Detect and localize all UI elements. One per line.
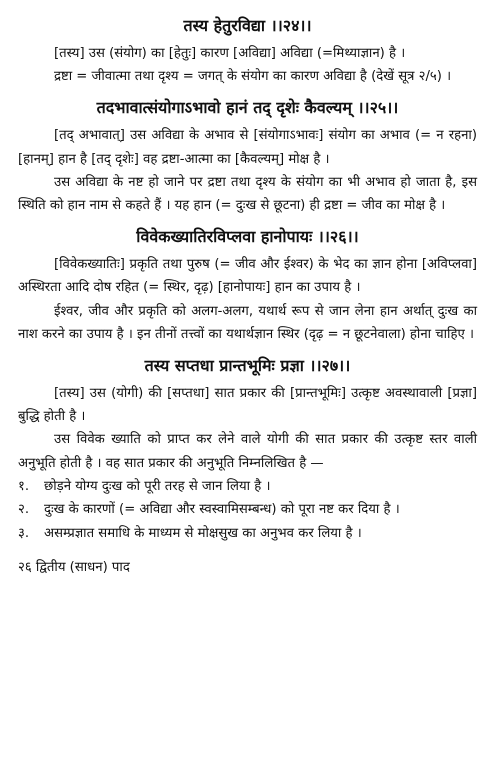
sutra-26-section bbox=[18, 225, 477, 346]
sutra-25-explanation: उस अविद्या के नष्ट हो जाने पर द्रष्टा तथा दृश्य के संयोग का भी अभाव हो जाता है, इस स्थिति को हान नाम से कहते हैं । यह हान (= दुःख से छूटना) ही द्रष्टा = जीव का मोक्ष है । bbox=[18, 174, 477, 214]
list-item bbox=[18, 498, 477, 522]
list-item bbox=[18, 522, 477, 546]
list-item-number: ३. bbox=[18, 525, 30, 541]
list-item-text: असम्प्रज्ञात समाधि के माध्यम से मोक्षसुख का अनुभव कर लिया है । bbox=[44, 525, 362, 541]
sutra-26-heading: विवेकख्यातिरविप्लवा हानोपायः ।।२६।। bbox=[136, 227, 359, 247]
list-item-text: दुःख के कारणों (= अविद्या और स्वस्वामिसम्बन्ध) को पूरा नष्ट कर दिया है । bbox=[44, 502, 400, 518]
sutra-27-list bbox=[18, 475, 477, 546]
sutra-27-word-meaning: [तस्य] उस (योगी) की [सप्तधा] सात प्रकार की [प्रान्तभूमिः] उत्कृष्ट अवस्थावाली [प्रज्ञा] बुद्धि होती है । bbox=[18, 386, 477, 425]
sutra-25-word-meaning: [तद् अभावात्] उस अविद्या के अभाव से [संयोगाऽभावः] संयोग का अभाव (= न रहना) [हानम्] हान है [तद् दृशेः] वह द्रष्टा-आत्मा का [कैवल्यम्] मोक्ष है । bbox=[18, 128, 477, 167]
sutra-26-word-meaning: [विवेकख्यातिः] प्रकृति तथा पुरुष (= जीव और ईश्वर) के भेद का ज्ञान होना [अविप्लवा] अस्थिरता आदि दोष रहित (= स्थिर, दृढ़) [हानोपायः] हान का उपाय है । bbox=[18, 257, 477, 296]
list-item-number: २. bbox=[18, 502, 30, 518]
sutra-24-word-meaning: [तस्य] उस (संयोग) का [हेतुः] कारण [अविद्या] अविद्या (=मिथ्याज्ञान) है । bbox=[54, 46, 406, 61]
list-item-text: छोड़ने योग्य दुःख को पूरी तरह से जान लिया है । bbox=[44, 478, 271, 494]
sutra-24-explanation: द्रष्टा = जीवात्मा तथा दृश्य = जगत् के संयोग का कारण अविद्या है (देखें सूत्र २/५) । bbox=[54, 69, 452, 85]
sutra-24-heading: तस्य हेतुरविद्या ।।२४।। bbox=[183, 16, 312, 35]
list-item bbox=[18, 475, 477, 499]
sutra-24-section bbox=[18, 14, 477, 88]
list-item-number: १. bbox=[18, 478, 30, 494]
sutra-27-heading: तस्य सप्तधा प्रान्तभूमिः प्रज्ञा ।।२७।। bbox=[144, 356, 351, 376]
sutra-25-section bbox=[18, 96, 477, 217]
page-footer: २६ द्वितीय (साधन) पाद bbox=[18, 560, 130, 576]
sutra-27-section bbox=[18, 354, 477, 545]
sutra-25-heading: तदभावात्संयोगाऽभावो हानं तद् दृशेः कैवल्यम् ।।२५।। bbox=[96, 98, 399, 118]
sutra-26-explanation: ईश्वर, जीव और प्रकृति को अलग-अलग, यथार्थ रूप से जान लेना हान अर्थात् दुःख का नाश करने का उपाय है । इन तीनों तत्त्वों का यथार्थज्ञान स्थिर (दृढ़ = न छूटनेवाला) होना चाहिए । bbox=[18, 303, 477, 342]
sutra-27-explanation: उस विवेक ख्याति को प्राप्त कर लेने वाले योगी की सात प्रकार की उत्कृष्ट स्तर वाली अनुभूति होती है । वह सात प्रकार की अनुभूति निम्नलिखित है — bbox=[18, 432, 477, 471]
